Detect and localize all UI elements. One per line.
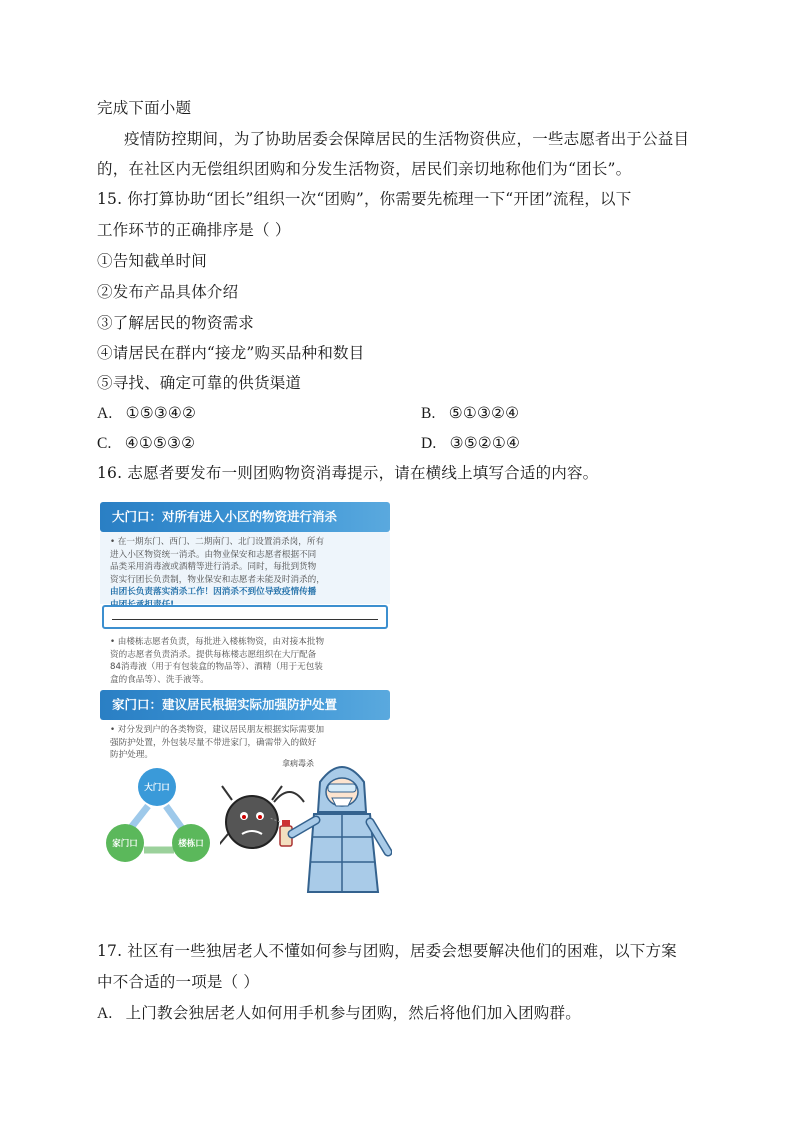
q15-item-2: ②发布产品具体介绍 [97,283,239,301]
panel-line: • 对分发到户的各类物资，建议居民朋友根据实际需要加 [110,725,325,735]
q15-item-4: ④请居民在群内“接龙”购买品种和数目 [97,344,365,362]
panel-line: 进入小区物资统一消杀。由物业保安和志愿者根据不同 [110,549,317,560]
disinfection-infographic [100,492,392,900]
q15-item-1: ①告知截单时间 [97,252,207,270]
fill-in-blank-box[interactable] [102,605,388,629]
speech-text: 拿病毒杀 [282,759,314,768]
q17-stem-line-2: 中不合适的一项是（ ） [97,973,260,991]
section-header: 完成下面小题 [97,99,192,117]
panel-line: 强防护处置，外包装尽量不带进家门，确需带入的做好 [110,737,317,748]
panel-line: • 在一期东门、西门、二期南门、北门设置消杀岗，所有 [110,537,325,547]
panel-line: 品类采用消毒液或酒精等进行消杀。同时，每批到货物 [110,562,317,572]
panel-building-gate [100,632,390,686]
panel-line: 盒的食品等）、洗手液等。 [110,674,209,685]
cycle-node-building-gate: 楼栋口 [172,824,210,862]
option-label: C. [97,435,112,452]
option-label: B. [421,405,436,422]
option-text: ①⑤③④② [125,404,197,422]
q15-stem-line-1: 15. 你打算协助“团长”组织一次“团购”，你需要先梳理一下“开团”流程，以下 [97,190,632,208]
cycle-node-home-door: 家门口 [106,824,144,862]
q17-option-a[interactable] [97,1002,581,1025]
option-label: A. [97,1005,113,1022]
option-label: D. [421,435,437,452]
banner-main-gate: 大门口：对所有进入小区的物资进行消杀 [100,502,390,532]
banner-home-door: 家门口：建议居民根据实际加强防护处置 [100,690,390,720]
q17-stem-line-1: 17. 社区有一些独居老人不懂如何参与团购，居委会想要解决他们的困难，以下方案 [97,942,677,960]
intro-line-1: 疫情防控期间，为了协助居委会保障居民的生活物资供应，一些志愿者出于公益目 [124,130,690,148]
q15-option-d[interactable] [421,432,520,455]
panel-line: 资实行团长负责制，物业保安和志愿者未能及时消杀的， [110,574,325,585]
q15-option-b[interactable] [421,402,519,425]
intro-line-2: 的，在社区内无偿组织团购和分发生活物资，居民们亲切地称他们为“团长”。 [97,160,632,178]
q15-option-a[interactable] [97,402,196,425]
cartoon-illustration [220,742,392,900]
panel-main-gate [100,532,390,604]
option-label: A. [97,405,113,422]
panel-line: 资的志愿者负责消杀。提供每栋楼志愿组织在大厅配备 [110,649,317,660]
panel-line: 由团长负责落实消杀工作！因消杀不到位导致疫情传播 [110,587,317,597]
option-text: ⑤①③②④ [448,404,520,422]
q15-item-5: ⑤寻找、确定可靠的供货渠道 [97,374,302,392]
option-text: ④①⑤③② [124,434,196,452]
option-text: ③⑤②①④ [449,434,521,452]
q15-item-3: ③了解居民的物资需求 [97,314,255,332]
q15-stem-line-2: 工作环节的正确排序是（ ） [97,221,291,239]
panel-line: 防护处理。 [110,750,153,760]
protective-suit-person-icon [292,767,388,892]
q15-option-c[interactable] [97,432,195,455]
q16-stem: 16. 志愿者要发布一则团购物资消毒提示，请在横线上填写合适的内容。 [97,464,599,482]
panel-line: • 由楼栋志愿者负责，每批进入楼栋物资，由对接本批物 [110,637,325,647]
cycle-node-main-gate: 大门口 [138,768,176,806]
panel-line: 84消毒液（用于有包装盒的物品等）、酒精（用于无包装 [110,662,323,672]
blank-line [112,619,378,620]
option-text: 上门教会独居老人如何用手机参与团购，然后将他们加入团购群。 [125,1004,581,1022]
